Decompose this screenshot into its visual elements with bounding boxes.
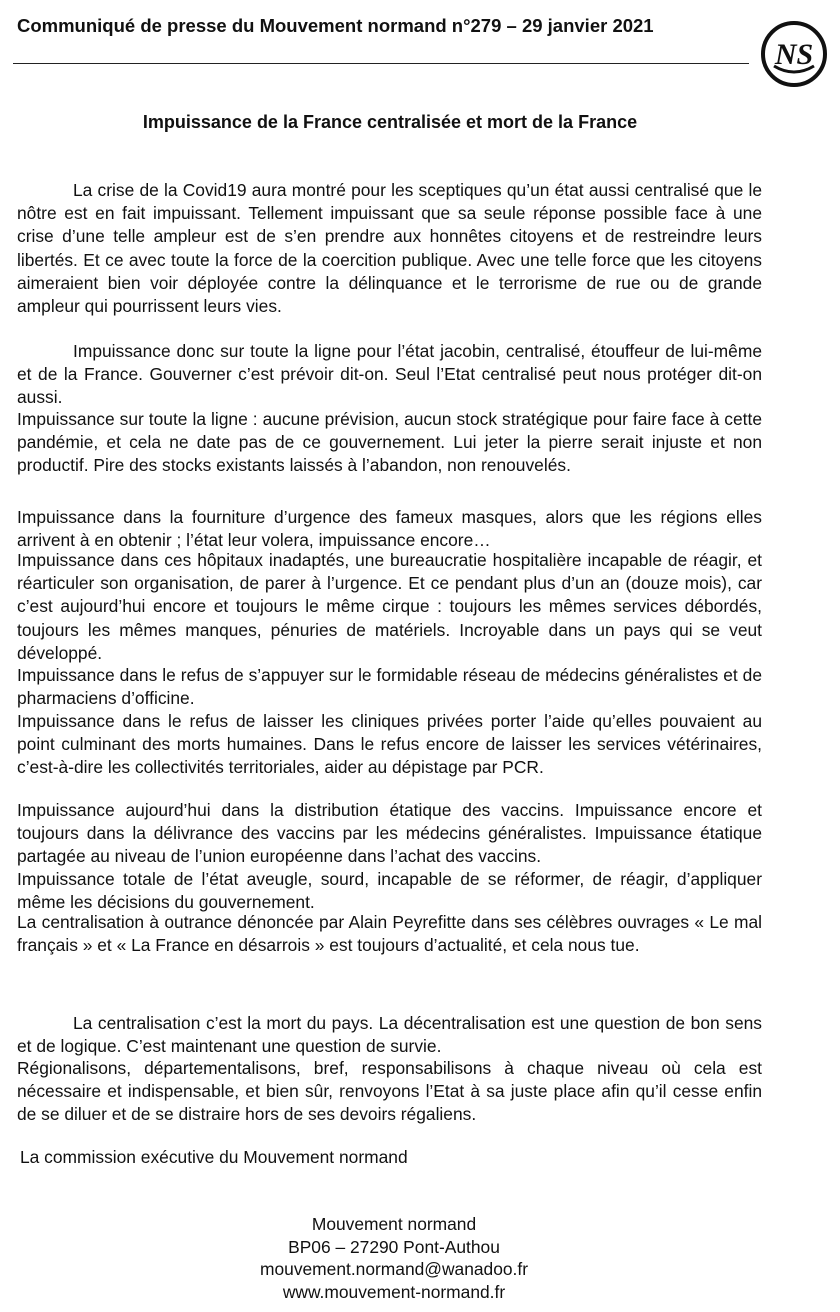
footer-email-link[interactable]: mouvement.normand@wanadoo.fr — [259, 1259, 529, 1279]
paragraph-prevision: Impuissance sur toute la ligne : aucune prévision, aucun stock stratégique pour faire face à cette pandémie, et cela ne date pas de ce gouvernement. Lui jeter la pierre serait injuste et non productif. Pire des stocks existants laissés à l’abandon, non renouvelés. — [17, 409, 762, 476]
paragraph-etat-aveugle: Impuissance totale de l’état aveugle, sourd, incapable de se réformer, de réagir, d’appliquer même les décisions du gouvernement. — [17, 869, 762, 913]
paragraph-vaccins: Impuissance aujourd’hui dans la distribution étatique des vaccins. Impuissance encore et toujours dans la délivrance des vaccins par les médecins généralistes. Impuissance étatique partagée au niveau de l’union européenne dans l’achat des vaccins. — [17, 800, 762, 867]
paragraph-decentralisation: La centralisation c’est la mort du pays. La décentralisation est une question de bon sens et de logique. C’est maintenant une question de survie. — [17, 1013, 762, 1057]
footer-address: BP06 – 27290 Pont-Authou — [288, 1236, 500, 1257]
press-release-title: Communiqué de presse du Mouvement normand n°279 – 29 janvier 2021 — [17, 15, 654, 36]
document-title: Impuissance de la France centralisée et mort de la France — [142, 112, 638, 132]
footer-organization: Mouvement normand — [311, 1214, 477, 1234]
paragraph-regionalisons: Régionalisons, départementalisons, bref, responsabilisons à chaque niveau où cela est nécessaire et indispensable, et bien sûr, renvoyons l’Etat à sa juste place afin qu’il cesse enfin de se diluer et de se distraire hors de ses devoirs régaliens. — [17, 1058, 762, 1125]
paragraph-cliniques: Impuissance dans le refus de laisser les cliniques privées porter l’aide qu’elles pouvaient au point culminant des morts humaines. Dans le refus encore de laisser les services vétérinaires, c’est-à-dire les collectivités territoriales, aider au dépistage par PCR. — [17, 711, 762, 778]
footer-website-link[interactable]: www.mouvement-normand.fr — [282, 1281, 506, 1302]
contact-footer — [0, 1213, 788, 1303]
paragraph-peyrefitte: La centralisation à outrance dénoncée par Alain Peyrefitte dans ses célèbres ouvrages « Le mal français » et « La France en désarrois » est toujours d’actualité, et cela nous tue. — [17, 912, 762, 956]
paragraph-intro: La crise de la Covid19 aura montré pour les sceptiques qu’un état aussi centralisé que le nôtre est en fait impuissant. Tellement impuissant que sa seule réponse possible face à une crise d’une telle ampleur est de s’en prendre aux honnêtes citoyens et de restreindre leurs libertés. Et ce avec toute la force de la coercition publique. Avec une telle force que les citoyens aimeraient bien voir déployée contre la délinquance et le terrorisme de rue ou de grande ampleur qui pourrissent leurs vies. — [17, 180, 762, 317]
header-divider — [13, 63, 749, 64]
svg-text:NS: NS — [774, 38, 814, 71]
paragraph-hopitaux: Impuissance dans ces hôpitaux inadaptés, une bureaucratie hospitalière incapable de réagir, et réarticuler son organisation, de parer à l’urgence. Et ce pendant plus d’un an (douze mois), car c’est aujourd’hui encore et toujours le même cirque : toujours les mêmes services débordés, toujours les mêmes manques, pénuries de matériels. Incroyable dans un pays qui se veut développé. — [17, 550, 762, 663]
paragraph-impuissance-ligne: Impuissance donc sur toute la ligne pour l’état jacobin, centralisé, étouffeur de lui-même et de la France. Gouverner c’est prévoir dit-on. Seul l’Etat centralisé peut nous protéger dit-on aussi. — [17, 341, 762, 408]
paragraph-medecins: Impuissance dans le refus de s’appuyer sur le formidable réseau de médecins généralistes et de pharmaciens d’officine. — [17, 665, 762, 709]
signature: La commission exécutive du Mouvement normand — [20, 1147, 408, 1167]
paragraph-masques: Impuissance dans la fourniture d’urgence des fameux masques, alors que les régions elles arrivent à en obtenir ; l’état leur volera, impuissance encore… — [17, 507, 762, 551]
mouvement-normand-logo — [760, 20, 828, 88]
